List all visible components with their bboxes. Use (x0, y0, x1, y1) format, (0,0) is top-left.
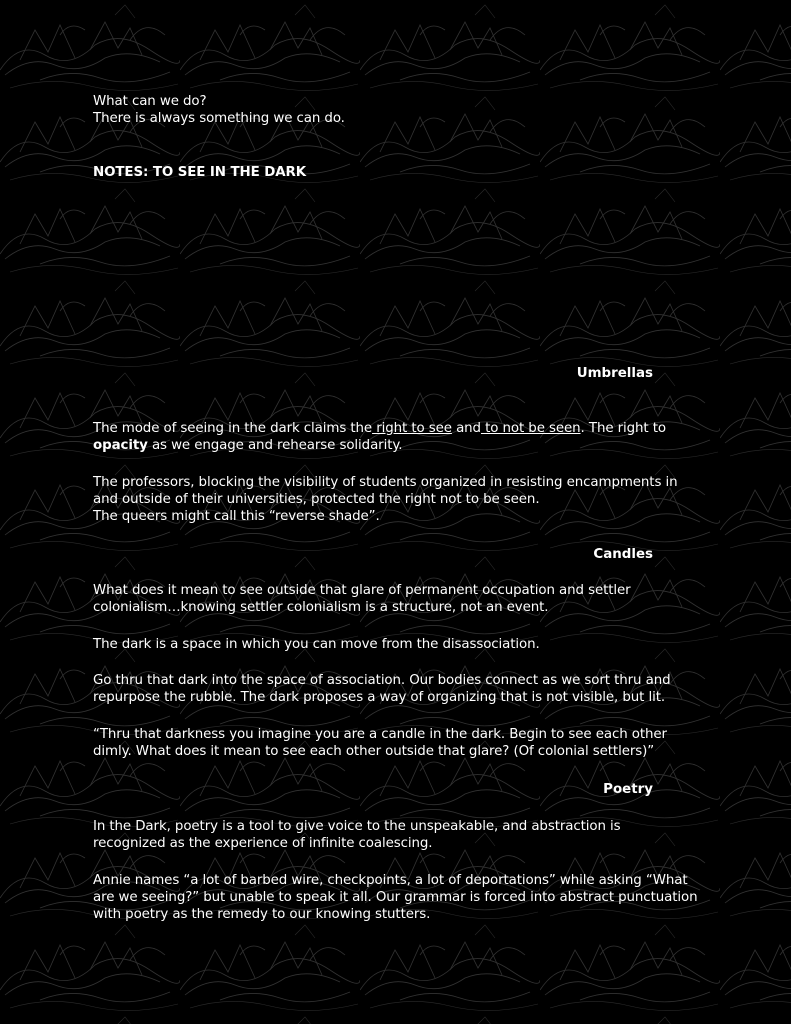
candles-p3-line-2: repurpose the rubble. The dark proposes a way of organizing that is not visible, but lit. (93, 690, 666, 705)
umbrellas-paragraph-1 (93, 420, 713, 454)
text-span: . The right to (580, 421, 666, 436)
poetry-p2-line-1: Annie names “a lot of barbed wire, checkpoints, a lot of deportations” while asking “What (93, 873, 688, 888)
poetry-p2-line-3: with poetry as the remedy to our knowing stutters. (93, 907, 431, 922)
opacity-bold: opacity (93, 438, 148, 453)
candles-p4-line-1: “Thru that darkness you imagine you are a candle in the dark. Begin to see each other (93, 727, 667, 742)
umbrellas-p2-line-2: and outside of their universities, protected the right not to be seen. (93, 492, 540, 507)
candles-p4-line-2: dimly. What does it mean to see each other outside that glare? (Of colonial settlers)” (93, 744, 655, 759)
text-span: The mode of seeing in the dark claims the (93, 421, 373, 436)
to-not-be-seen-underlined: to not be seen (480, 421, 581, 436)
notes-heading: NOTES: TO SEE IN THE DARK (93, 165, 306, 180)
umbrellas-heading: Umbrellas (576, 366, 653, 381)
text-span: and (451, 421, 481, 436)
poetry-p2-line-2: are we seeing?” but unable to speak it all. Our grammar is forced into abstract punctuation (93, 890, 698, 905)
text-span: as we engage and rehearse solidarity. (147, 438, 403, 453)
umbrellas-p2-line-3: The queers might call this “reverse shade”. (93, 509, 380, 524)
intro-line-1: What can we do? (93, 94, 207, 109)
candles-p1-line-1: What does it mean to see outside that glare of permanent occupation and settler (93, 583, 631, 598)
candles-p1-line-2: colonialism…knowing settler colonialism is a structure, not an event. (93, 600, 549, 615)
candles-heading: Candles (593, 547, 653, 562)
candles-p3-line-1: Go thru that dark into the space of association. Our bodies connect as we sort thru and (93, 673, 671, 688)
umbrellas-p2-line-1: The professors, blocking the visibility of students organized in resisting encampments in (93, 475, 678, 490)
right-to-see-underlined: right to see (372, 421, 452, 436)
poetry-p1-line-1: In the Dark, poetry is a tool to give voice to the unspeakable, and abstraction is (93, 819, 621, 834)
poetry-heading: Poetry (603, 782, 653, 797)
poetry-p1-line-2: recognized as the experience of infinite coalescing. (93, 836, 433, 851)
intro-line-2: There is always something we can do. (93, 111, 345, 126)
candles-p2: The dark is a space in which you can move from the disassociation. (93, 637, 540, 652)
